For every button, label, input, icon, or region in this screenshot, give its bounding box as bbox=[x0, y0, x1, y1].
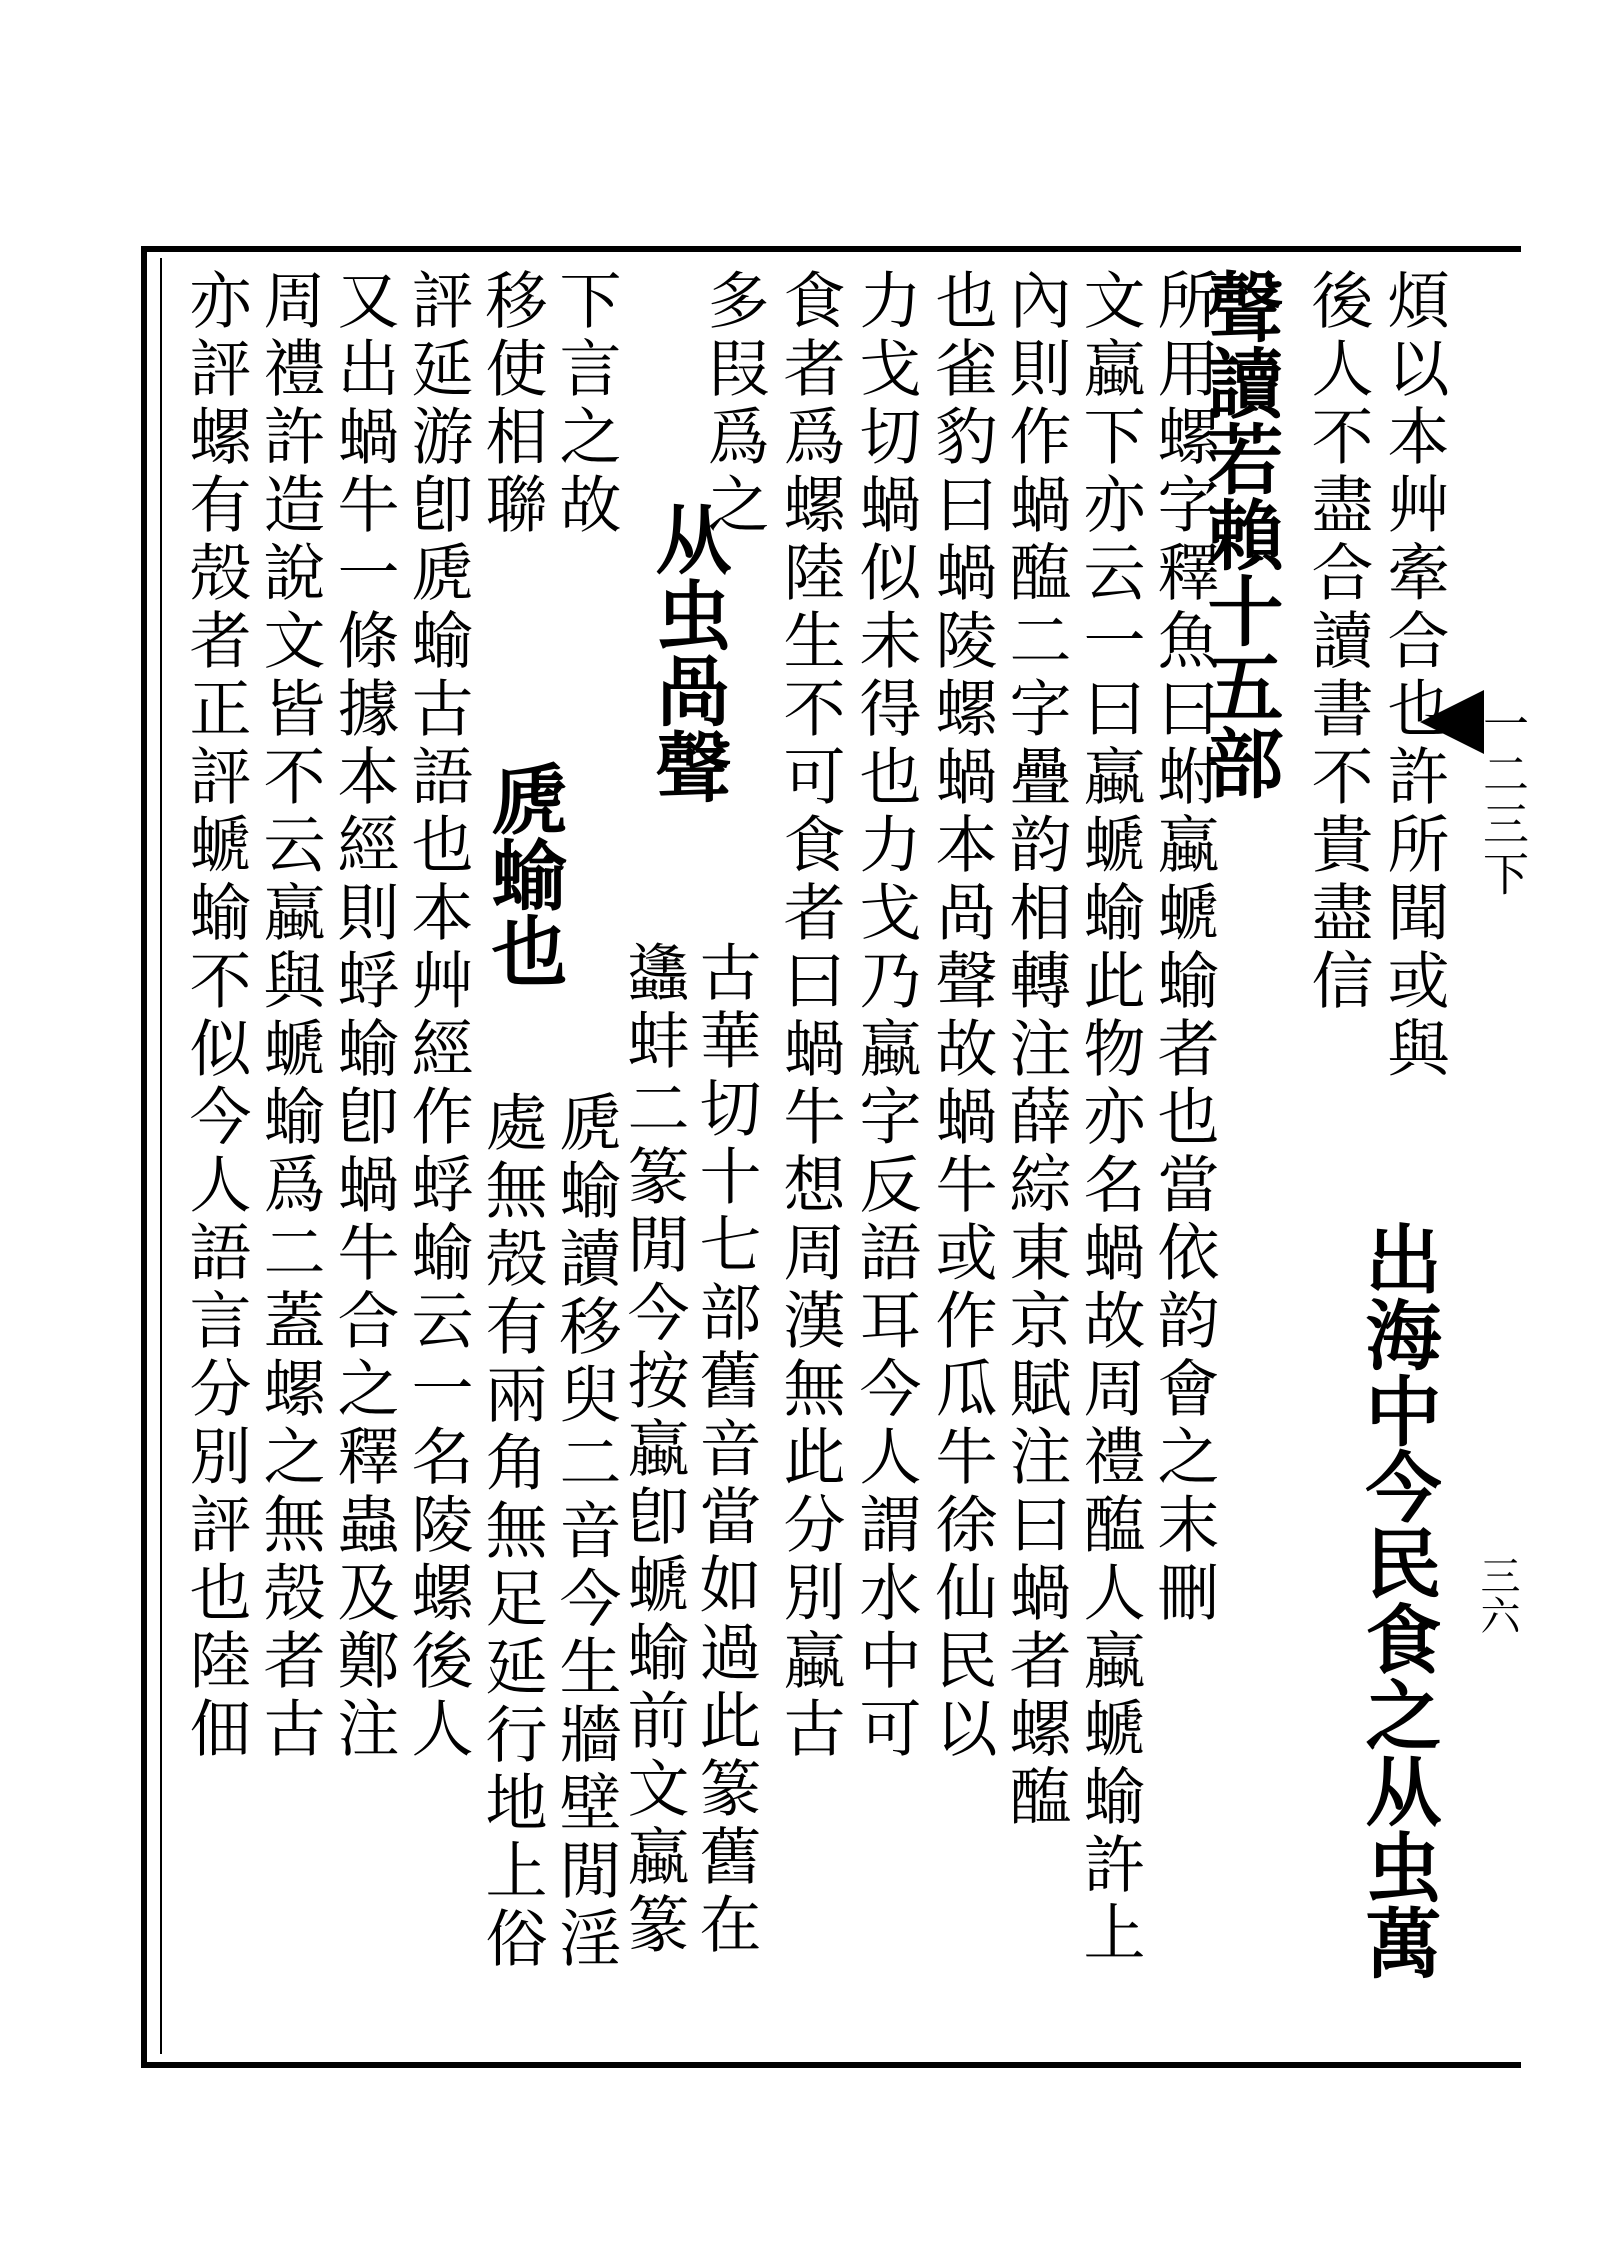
text-column-left-1: 下言之故 bbox=[549, 268, 622, 540]
heading-sound: 聲讀若賴十五部 bbox=[1195, 268, 1284, 800]
text-column-left-2: 移使相聯 bbox=[475, 268, 548, 540]
text-column-1: 煩以本艸牽合也許所聞或與 bbox=[1377, 268, 1450, 1084]
heading-left-note: 虒蝓讀移臾二音今生牆壁閒淫 bbox=[549, 1090, 622, 1974]
heading-left-note-2: 處無殻有兩角無足延行地上俗 bbox=[475, 1090, 548, 1974]
heading-mid-note: 古華切十七部舊音當如過此篆舊在 bbox=[689, 940, 762, 1960]
text-column-2: 後人不盡合讀書不貴盡信 bbox=[1301, 268, 1374, 1016]
heading-mid-note-2: 蠭蚌二篆閒今按蠃卽螔蝓前文蠃篆 bbox=[617, 940, 690, 1960]
text-column-14: 又出蝸牛一條據本經則蜉蝓卽蝸牛合之釋蟲及鄭注 bbox=[327, 268, 400, 1764]
heading-mid: 从虫咼聲 bbox=[643, 500, 732, 804]
text-column-13: 評延游卽虒蝓古語也本艸經作蜉蝓云一名陵螺後人 bbox=[401, 268, 474, 1764]
text-column-6: 內則作蝸醢二字疊韵相轉注薛綜東京賦注曰蝸者螺醢 bbox=[999, 268, 1072, 1832]
text-column-7: 也雀豹曰蝸陵螺蝸本咼聲故蝸牛或作瓜牛徐仙民以 bbox=[925, 268, 998, 1764]
text-column-8: 力戈切蝸似未得也力戈乃蠃字反語耳今人謂水中可 bbox=[849, 268, 922, 1764]
text-column-16: 亦評螺有殻者正評螔蝓不似今人語言分別評也陸佃 bbox=[179, 268, 252, 1764]
inner-rule bbox=[160, 258, 162, 2054]
text-column-15: 周禮許造說文皆不云蠃與螔蝓爲二蓋螺之無殻者古 bbox=[253, 268, 326, 1764]
page-number: 三六 bbox=[1474, 1555, 1520, 1635]
heading-right: 出海中今民食之从虫萬 bbox=[1353, 1220, 1442, 1980]
text-column-4: 所用螺字釋魚曰蚹蠃螔蝓者也當依韵會之末刪 bbox=[1147, 268, 1220, 1628]
text-column-9: 食者爲螺陸生不可食者曰蝸牛想周漢無此分別蠃古 bbox=[773, 268, 846, 1764]
heading-left: 虒蝓也 bbox=[479, 760, 568, 988]
fold-label: 一二三下 bbox=[1476, 700, 1530, 900]
heading-mid-prefix: 多叚爲之 bbox=[697, 268, 770, 540]
text-column-5: 文蠃下亦云一曰蠃螔蝓此物亦名蝸故周禮醢人蠃螔蝓許上 bbox=[1073, 268, 1146, 1968]
